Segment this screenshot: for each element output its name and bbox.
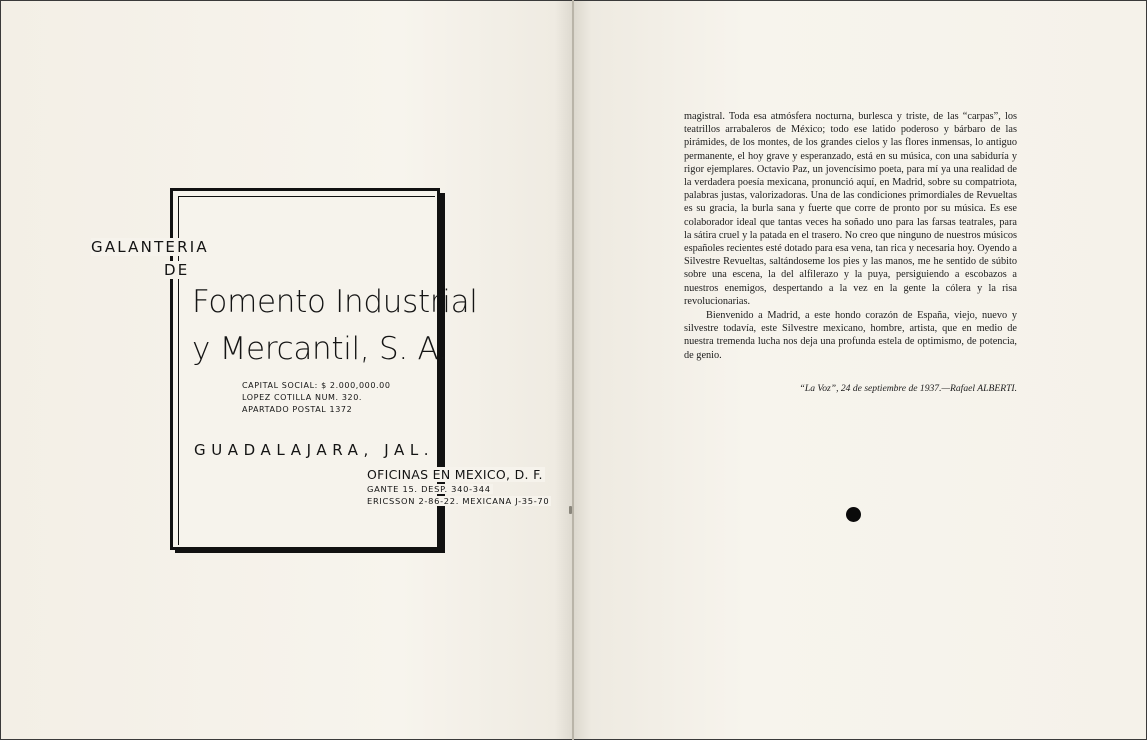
ad-detail-address: LOPEZ COTILLA NUM. 320. [242,393,363,402]
ink-dot [846,507,861,522]
ad-city: GUADALAJARA, JAL. [194,441,435,459]
article-body [684,110,1017,362]
ad-company-name-line2: y Mercantil, S. A. [192,331,448,367]
ad-heading-line1: GALANTERIA [91,238,209,256]
ad-detail-capital: CAPITAL SOCIAL: $ 2.000,000.00 [242,381,391,390]
ad-heading-line2: DE [164,261,190,279]
binding-mark [569,506,572,514]
article-paragraph: magistral. Toda esa atmósfera nocturna, burlesca y triste, de las “carpas”, los teatrillos arrabaleros de México; todo ese latido poderoso y bárbaro de las pirámides, de los montes, de los grandes cielos y las flores inmensas, lo antiguo permanente, el hoy grave y esperanzado, está en su música, con una sabiduría y rigor ejemplares. Octavio Paz, un jovencísimo poeta, para mí ya una realidad de la verdadera poesía mexicana, pronunció aquí, en Madrid, sobre su compatriota, palabras justas, valorizadoras. Una de las condiciones primordiales de Revueltas es su gracia, la burla sana y fuerte que corre de pronto por su música. Es ese colaborador ideal que tantas veces ha soñado uno para las farsas teatrales, para la sátira cruel y la patada en el trasero. No creo que ninguno de nuestros músicos españoles recientes esté dotado para esa vena, tan rica y necesaria hoy. Oyendo a Silvestre Revueltas, saltándoseme los pies y las manos, me he sentido de súbito sobre una escena, la del alfilerazo y la puya, persiguiendo a escobazos a nuestros enemigos, despertando a la vez en la gente la cólera y la risa revolucionarias. [684,111,1017,307]
ad-offices-title: OFICINAS EN MEXICO, D. F. [367,467,543,482]
ad-detail-postal: APARTADO POSTAL 1372 [242,405,353,414]
ad-company-name-line1: Fomento Industrial [192,284,478,320]
article-signature: “La Voz”, 24 de septiembre de 1937.—Rafael ALBERTI. [799,383,1017,394]
article-paragraph: Bienvenido a Madrid, a este hondo corazón de España, viejo, nuevo y silvestre todavía, este Silvestre mexicano, hombre, artista, que en medio de nuestra tremenda lucha nos deja una profunda estela de optimismo, de potencia, de genio. [684,310,1017,361]
ad-offices-line1: GANTE 15. DESP. 340-344 [367,484,491,494]
ad-offices-line2: ERICSSON 2-86-22. MEXICANA J-35-70 [367,496,550,506]
